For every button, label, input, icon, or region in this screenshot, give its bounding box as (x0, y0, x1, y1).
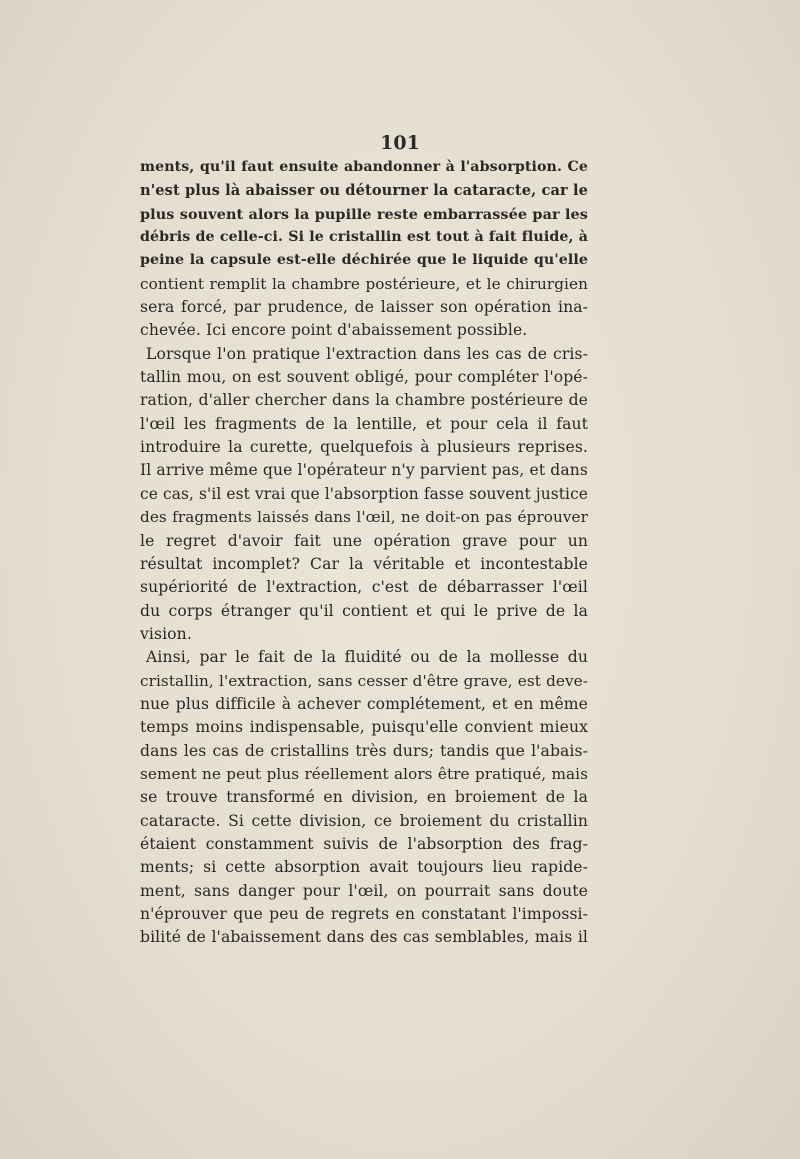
text-line: temps moins indispensable, puisqu'elle convient mieux (140, 718, 588, 737)
text-line: le regret d'avoir fait une opération grave pour un (140, 531, 588, 550)
text-line: introduire la curette, quelquefois à plusieurs reprises. (140, 438, 588, 457)
text-line: tallin mou, on est souvent obligé, pour compléter l'opé- (140, 368, 588, 387)
text-line: ments, qu'il faut ensuite abandonner à l'absorption. Ce (140, 159, 588, 175)
text-line: ration, d'aller chercher dans la chambre postérieure de (140, 391, 588, 410)
text-line: dans les cas de cristallins très durs; tandis que l'abais- (140, 741, 588, 760)
text-line: vision. (140, 624, 192, 643)
text-line: résultat incomplet? Car la véritable et incontestable (140, 554, 588, 573)
text-line: nue plus difficile à achever complétement, et en même (140, 694, 588, 713)
text-line: bilité de l'abaissement dans des cas semblables, mais il (140, 928, 588, 947)
body-text (140, 156, 588, 950)
text-line: des fragments laissés dans l'œil, ne doit-on pas éprouver (140, 508, 588, 527)
text-line: Il arrive même que l'opérateur n'y parvient pas, et dans (140, 461, 588, 480)
page-number: 101 (380, 132, 420, 154)
text-line: ment, sans danger pour l'œil, on pourrait sans doute (140, 881, 588, 900)
text-line: Lorsque l'on pratique l'extraction dans les cas de cris- (146, 344, 588, 363)
text-line: chevée. Ici encore point d'abaissement possible. (140, 321, 528, 340)
text-line: supériorité de l'extraction, c'est de débarrasser l'œil (140, 578, 588, 597)
text-line: sera forcé, par prudence, de laisser son opération ina- (140, 298, 588, 317)
text-line: cataracte. Si cette division, ce broiement du cristallin (140, 811, 588, 830)
text-line: cristallin, l'extraction, sans cesser d'être grave, est deve- (140, 671, 588, 690)
text-line: se trouve transformé en division, en broiement de la (140, 788, 588, 807)
text-line: n'éprouver que peu de regrets en constatant l'impossi- (140, 905, 588, 923)
text-line: l'œil les fragments de la lentille, et pour cela il faut (140, 414, 588, 433)
text-line: contient remplit la chambre postérieure, et le chirurgien (140, 274, 588, 293)
text-line: étaient constamment suivis de l'absorption des frag- (140, 834, 588, 853)
text-line: ments; si cette absorption avait toujours lieu rapide- (140, 858, 588, 877)
text-line: Ainsi, par le fait de la fluidité ou de la mollesse du (146, 648, 588, 667)
text-line: ce cas, s'il est vrai que l'absorption fasse souvent justice (140, 484, 588, 503)
text-line: débris de celle-ci. Si le cristallin est tout à fait fluide, à (140, 229, 588, 246)
text-line: peine la capsule est-elle déchirée que le liquide qu'elle (140, 252, 588, 269)
text-line: du corps étranger qu'il contient et qui le prive de la (140, 601, 588, 620)
text-line: n'est plus là abaisser ou détourner la cataracte, car le (140, 182, 589, 200)
text-line: sement ne peut plus réellement alors être pratiqué, mais (140, 764, 588, 783)
text-line: plus souvent alors la pupille reste embarrassée par les (140, 205, 588, 223)
